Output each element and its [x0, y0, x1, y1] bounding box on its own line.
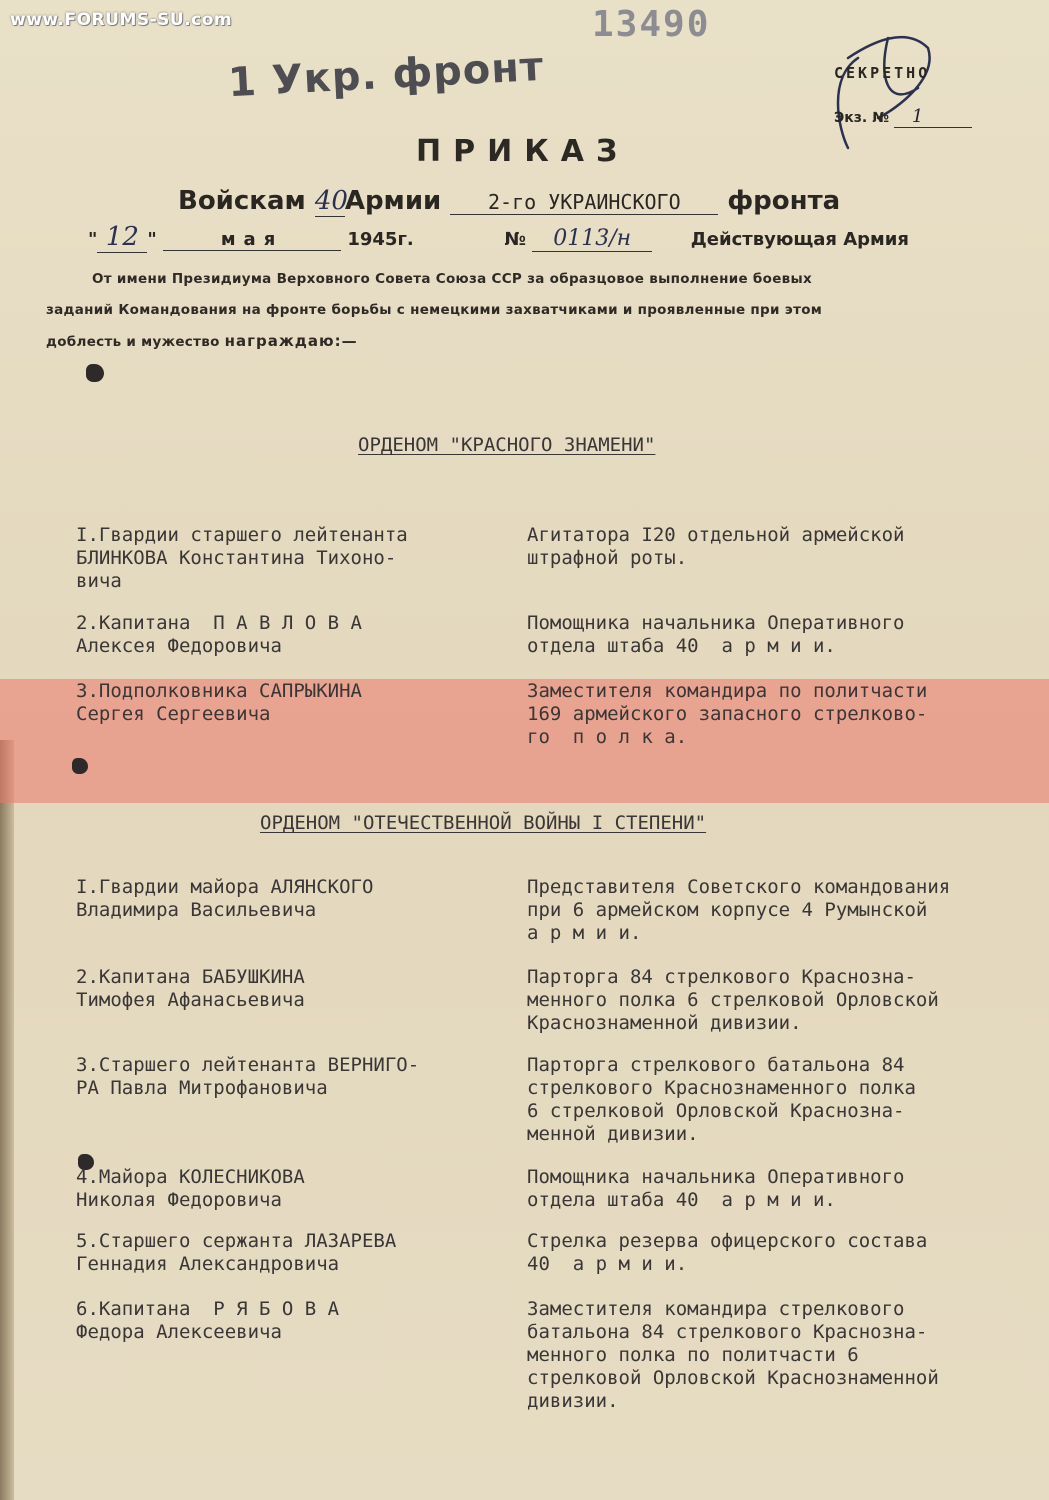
award-entry-name: 6.Капитана Р Я Б О В А Федора Алексеевича	[76, 1298, 340, 1343]
order-number-label: №	[504, 229, 526, 250]
award-entry-name: 2.Капитана П А В Л О В А Алексея Федоровича	[76, 612, 362, 657]
addressee-line	[178, 186, 840, 217]
preamble-awarding-word: награждаю:—	[224, 332, 358, 350]
copy-number-line	[834, 106, 972, 128]
award-entry-name: 4.Майора КОЛЕСНИКОВА Николая Федоровича	[76, 1166, 305, 1211]
section-heading-red-banner: ОРДЕНОМ "КРАСНОГО ЗНАМЕНИ"	[358, 434, 656, 456]
front-stamp: 1 Укр. фронт	[227, 43, 546, 107]
award-entry-position: Заместителя командира стрелкового батальона 84 стрелкового Краснозна- менного полка по политчасти 6 стрелковой Орловской Краснознаменной дивизии.	[527, 1298, 939, 1412]
archive-stamp-number: 13490	[592, 4, 711, 45]
award-entry-position: Помощника начальника Оперативного отдела штаба 40 а р м и и.	[527, 612, 905, 657]
document-title: ПРИКАЗ	[416, 134, 630, 169]
award-entry-name: 3.Старшего лейтенанта ВЕРНИГО- РА Павла Митрофановича	[76, 1054, 420, 1099]
army-word: Армии	[344, 186, 442, 216]
award-entry-position: Парторга стрелкового батальона 84 стрелкового Краснознаменного полка 6 стрелковой Орловской Краснозна- менной дивизии.	[527, 1054, 916, 1145]
addressee-prefix: Войскам	[178, 186, 306, 216]
preamble-line-2: заданий Командования на фронте борьбы с немецкими захватчиками и проявленные при этом	[46, 302, 823, 318]
award-entry-name: 5.Старшего сержанта ЛАЗАРЕВА Геннадия Александровича	[76, 1230, 397, 1275]
award-entry-position: Представителя Советского командования при 6 армейском корпусе 4 Румынской а р м и и.	[527, 876, 951, 944]
award-entry-name: I.Гвардии старшего лейтенанта БЛИНКОВА Константина Тихоно- вича	[76, 524, 408, 592]
front-word: фронта	[727, 186, 841, 216]
award-entry-name: 3.Подполковника САПРЫКИНА Сергея Сергеевича	[76, 680, 362, 725]
order-preamble	[46, 264, 982, 358]
front-name: 2-го УКРАИНСКОГО	[450, 190, 718, 215]
paper-edge-shadow	[0, 740, 14, 1500]
day-open-quote: "	[88, 229, 98, 250]
preamble-line-3: доблесть и мужество	[46, 334, 220, 350]
ink-blot	[72, 758, 88, 774]
ink-blot	[86, 364, 104, 382]
order-number: 0113/н	[532, 226, 652, 252]
year-value: 1945г.	[347, 229, 414, 250]
award-entry-position: Заместителя командира по политчасти 169 армейского запасного стрелково- го п о л к а.	[527, 680, 928, 748]
day-close-quote: "	[147, 229, 157, 250]
handwritten-mark	[818, 18, 948, 158]
award-entry-position: Агитатора I20 отдельной армейской штрафной роты.	[527, 524, 905, 569]
army-number: 40	[314, 186, 348, 216]
day-value: 12	[97, 222, 147, 253]
award-entry-position: Стрелка резерва офицерского состава 40 а р м и и.	[527, 1230, 928, 1275]
date-line	[88, 222, 938, 253]
month-value: мая	[163, 229, 341, 251]
award-entry-position: Парторга 84 стрелкового Краснозна- менного полка 6 стрелковой Орловской Краснознаменной дивизии.	[527, 966, 939, 1034]
classification-label: СЕКРЕТНО	[834, 64, 931, 82]
award-entry-position: Помощника начальника Оперативного отдела штаба 40 а р м и и.	[527, 1166, 905, 1211]
copy-number: 1	[894, 106, 972, 128]
section-heading-patriotic-war: ОРДЕНОМ "ОТЕЧЕСТВЕННОЙ ВОЙНЫ I СТЕПЕНИ"	[260, 812, 707, 834]
award-entry-name: 2.Капитана БАБУШКИНА Тимофея Афанасьевича	[76, 966, 305, 1011]
location-label: Действующая Армия	[690, 229, 909, 250]
award-entry-name: I.Гвардии майора АЛЯНСКОГО Владимира Васильевича	[76, 876, 374, 921]
copy-label: Экз. №	[834, 110, 889, 126]
watermark: www.FORUMS-SU.com	[10, 10, 233, 30]
preamble-line-1: От имени Президиума Верховного Совета Союза ССР за образцовое выполнение боевых	[92, 271, 813, 287]
